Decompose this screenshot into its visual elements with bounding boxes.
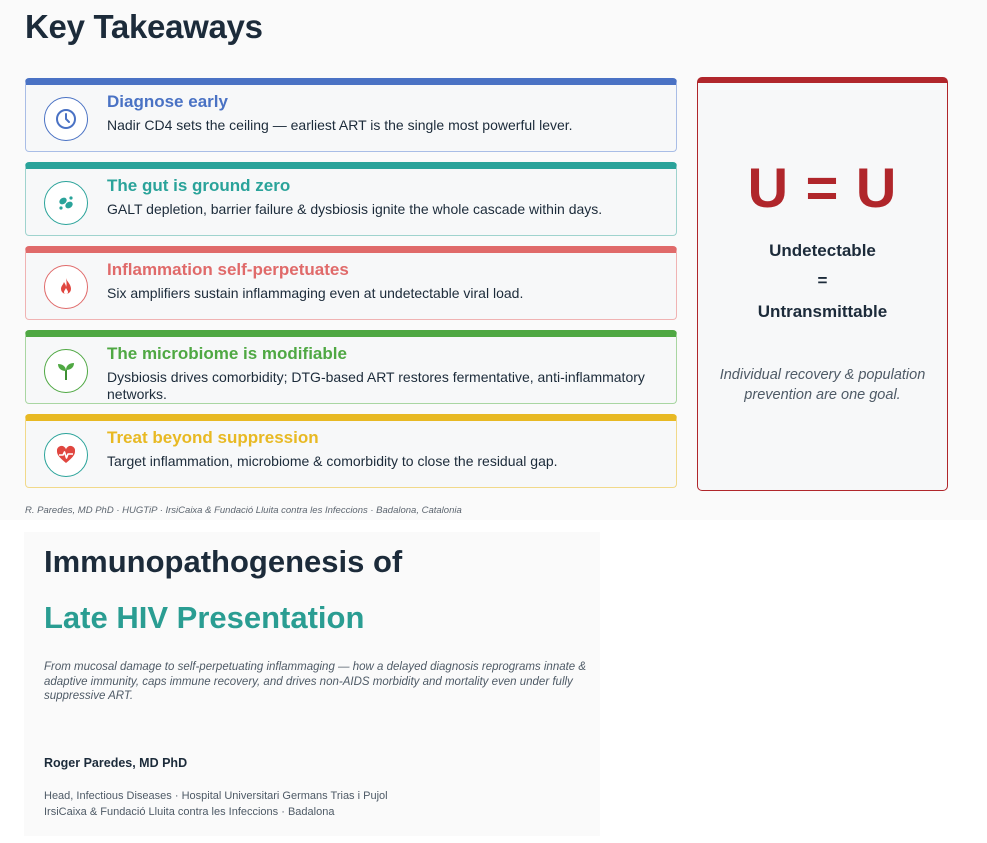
title-slide — [24, 532, 600, 836]
clock-icon — [44, 97, 88, 141]
subtitle: From mucosal damage to self-perpetuating inflammaging — how a delayed diagnosis reprograms innate & adaptive immunity, caps immune recovery, and drives non-AIDS morbidity and mortality even under fully suppressive ART. — [44, 661, 587, 702]
u-equals-u-panel — [697, 77, 948, 491]
undetectable-label: Undetectable — [769, 241, 876, 260]
card-body: Nadir CD4 sets the ceiling — earliest ART is the single most powerful lever. — [107, 117, 573, 133]
card-body: Dysbiosis drives comorbidity; DTG-based ART restores fermentative, anti-inflammatory networks. — [107, 369, 645, 402]
takeaway-card-inflammation — [25, 246, 677, 320]
sprout-icon — [44, 349, 88, 393]
author-name: Roger Paredes, MD PhD — [44, 756, 188, 770]
affiliation-2: IrsiCaixa & Fundació Lluita contra les Infeccions · Badalona — [44, 806, 335, 818]
takeaway-card-treat-beyond — [25, 414, 677, 488]
card-title: Treat beyond suppression — [107, 428, 319, 447]
takeaway-card-gut — [25, 162, 677, 236]
microbe-icon — [44, 181, 88, 225]
title-line-1: Immunopathogenesis of — [44, 544, 403, 579]
u-equals-u-heading: U = U — [747, 156, 898, 219]
card-body: GALT depletion, barrier failure & dysbiosis ignite the whole cascade within days. — [107, 201, 603, 217]
affiliation-1: Head, Infectious Diseases · Hospital Universitari Germans Trias i Pujol — [44, 790, 388, 802]
uu-quote: Individual recovery & population prevention are one goal. — [719, 367, 926, 403]
slide-footer: R. Paredes, MD PhD · HUGTiP · IrsiCaixa & Fundació Lluita contra les Infeccions · Badalona, Catalonia — [25, 505, 462, 516]
card-title: Diagnose early — [107, 92, 228, 111]
card-body: Six amplifiers sustain inflammaging even at undetectable viral load. — [107, 285, 524, 301]
card-title: The microbiome is modifiable — [107, 344, 347, 363]
title-line-2: Late HIV Presentation — [44, 600, 365, 635]
card-body: Target inflammation, microbiome & comorbidity to close the residual gap. — [107, 453, 558, 469]
takeaway-card-diagnose-early — [25, 78, 677, 152]
heart-pulse-icon — [44, 433, 88, 477]
slide-title: Key Takeaways — [25, 8, 263, 45]
takeaway-card-microbiome — [25, 330, 677, 404]
equals-sign: = — [817, 271, 828, 290]
card-title: Inflammation self-perpetuates — [107, 260, 349, 279]
flame-icon — [44, 265, 88, 309]
untransmittable-label: Untransmittable — [757, 302, 888, 321]
card-title: The gut is ground zero — [107, 176, 291, 195]
